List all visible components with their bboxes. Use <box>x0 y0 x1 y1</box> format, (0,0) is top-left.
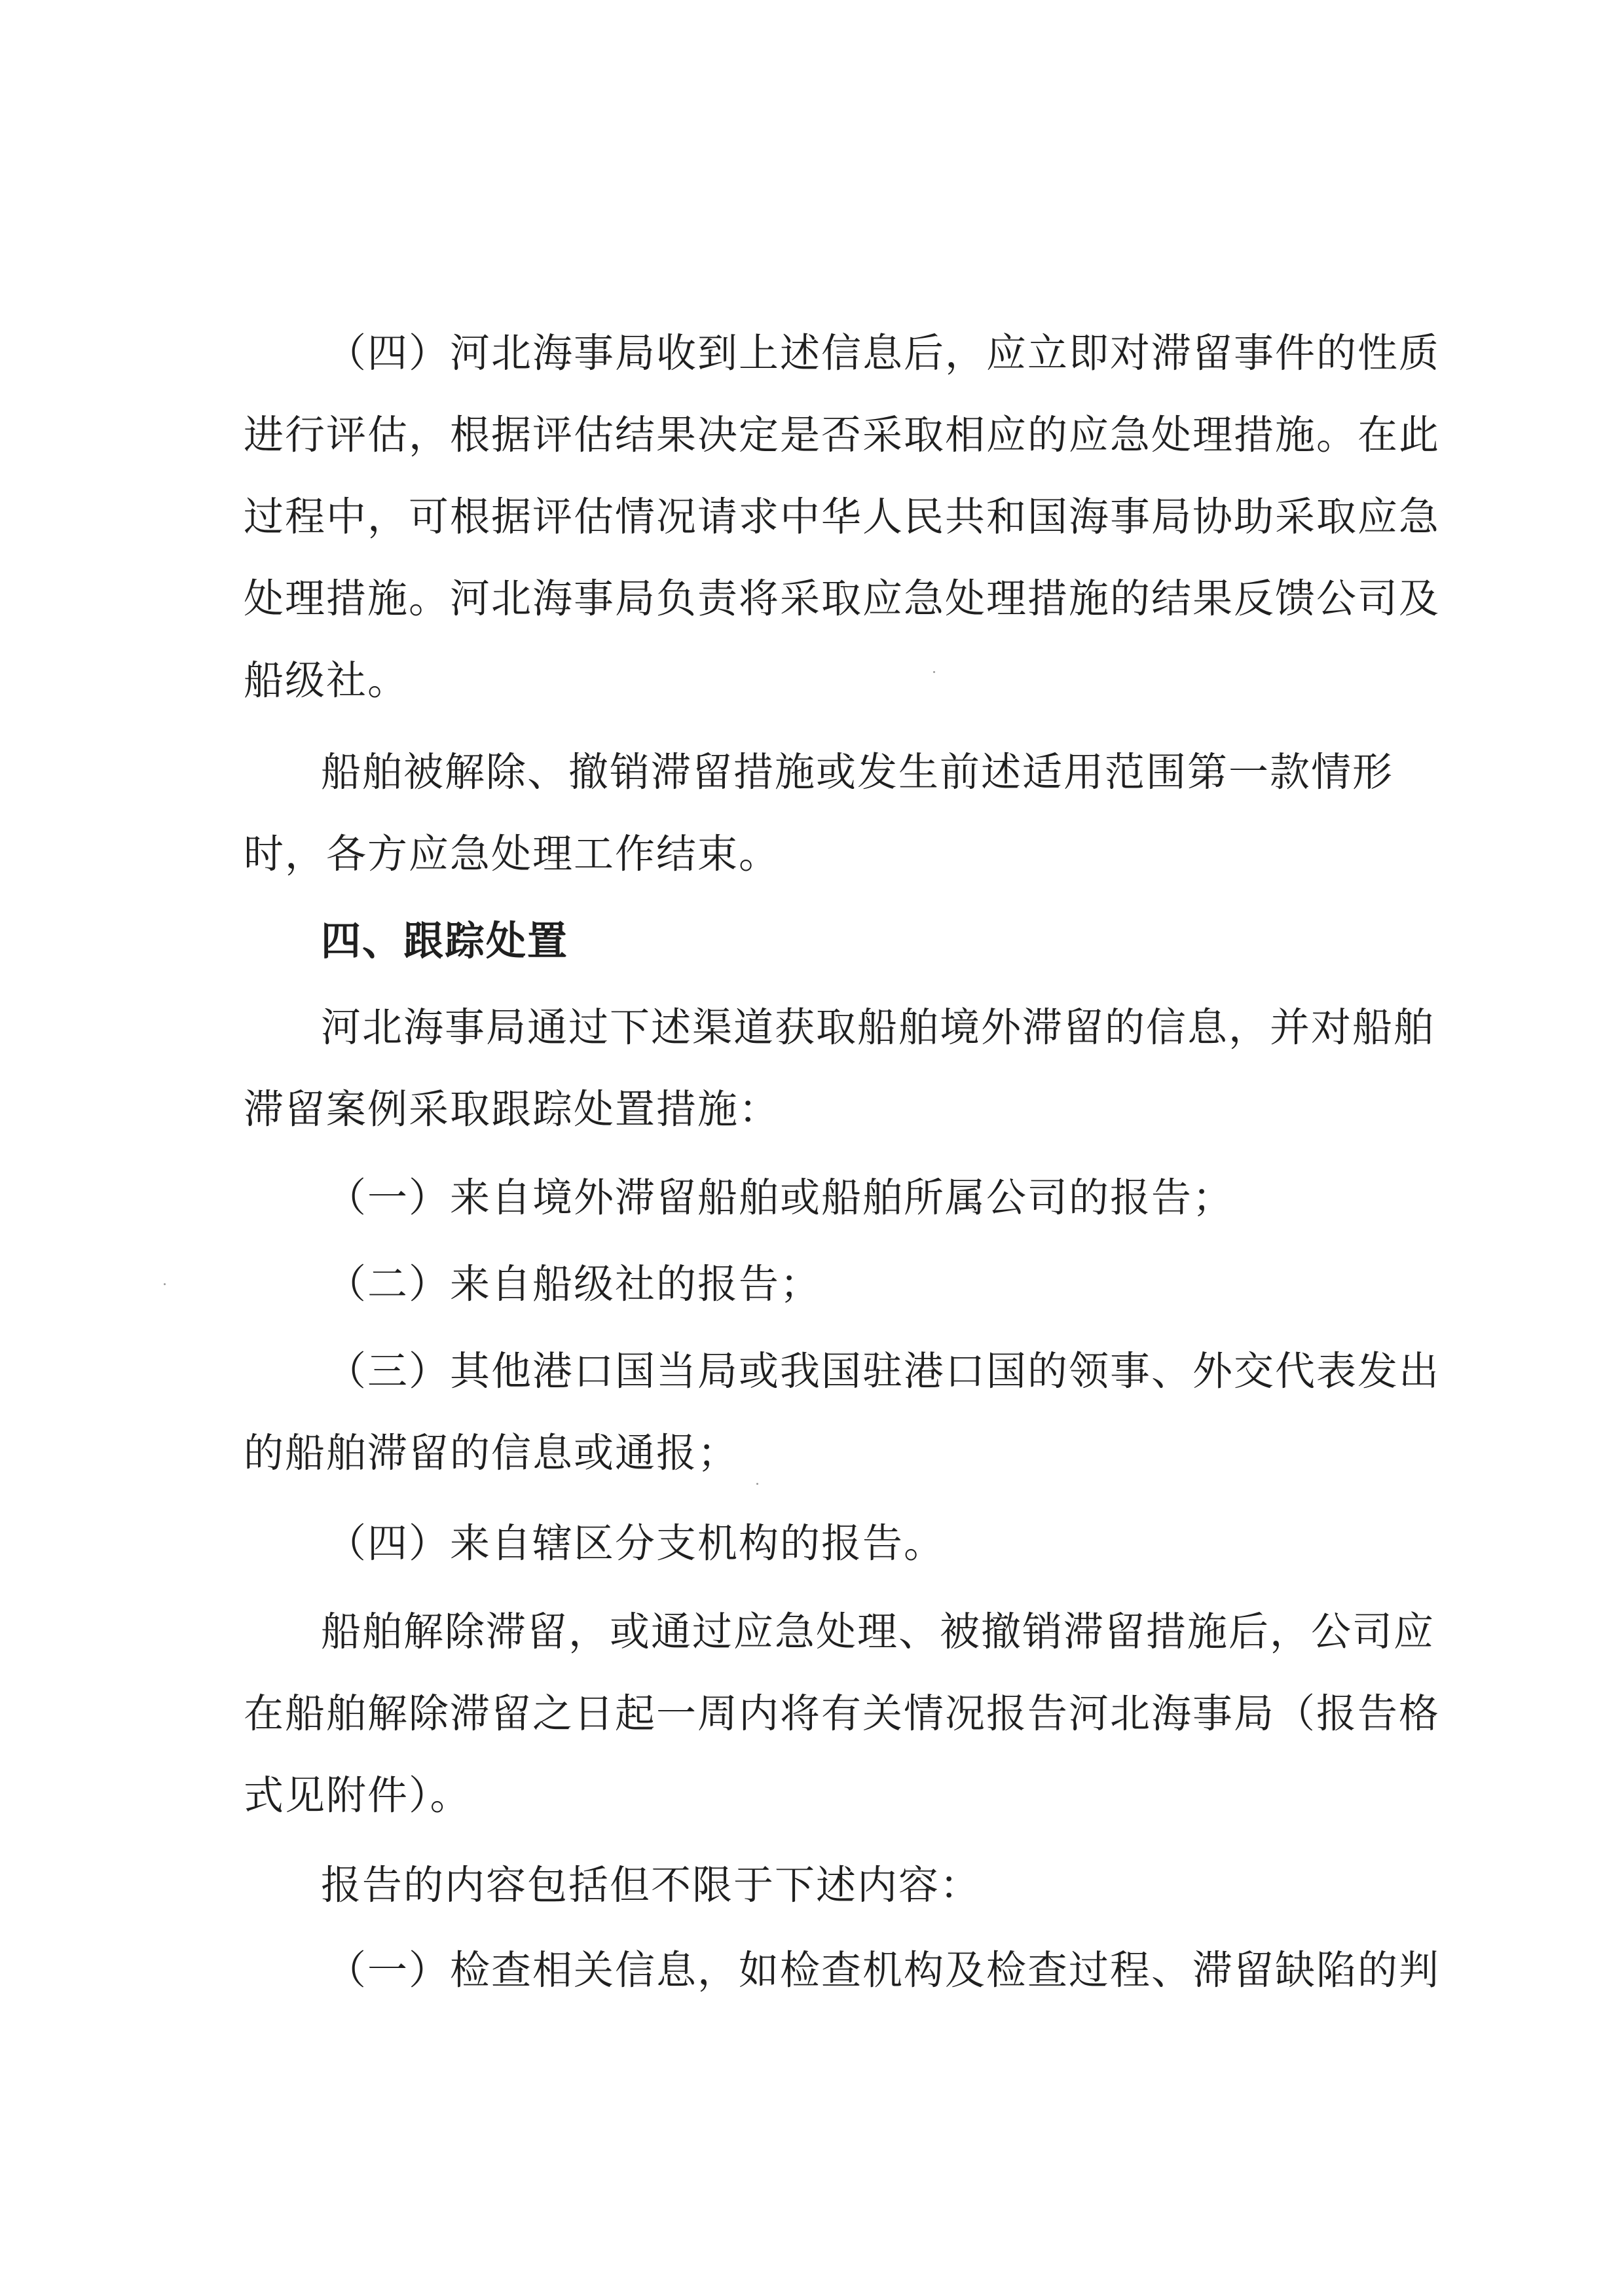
channels-paragraph-line-1: 河北海事局通过下述渠道获取船舶境外滞留的信息，并对船舶 <box>321 1004 1435 1051</box>
channels-paragraph-line-2: 滞留案例采取跟踪处置措施： <box>244 1086 781 1133</box>
section-heading: 四、跟踪处置 <box>321 918 569 964</box>
scan-speck <box>756 1483 758 1485</box>
scan-speck <box>933 671 935 673</box>
paragraph-4-line-4: 处理措施。河北海事局负责将采取应急处理措施的结果反馈公司及 <box>244 575 1441 622</box>
end-paragraph-line-1: 船舶被解除、撤销滞留措施或发生前述适用范围第一款情形 <box>321 749 1394 795</box>
report-paragraph-line-3: 式见附件）。 <box>244 1772 471 1819</box>
paragraph-4-line-1: （四）河北海事局收到上述信息后，应立即对滞留事件的性质 <box>326 330 1441 376</box>
channel-item-3-line-2: 的船舶滞留的信息或通报； <box>244 1430 739 1476</box>
channel-item-2: （二）来自船级社的报告； <box>326 1261 822 1307</box>
paragraph-4-line-3: 过程中，可根据评估情况请求中华人民共和国海事局协助采取应急 <box>244 494 1441 540</box>
content-paragraph: 报告的内容包括但不限于下述内容： <box>321 1862 982 1908</box>
content-item-1: （一）检查相关信息，如检查机构及检查过程、滞留缺陷的判 <box>326 1947 1441 1994</box>
paragraph-4-line-2: 进行评估，根据评估结果决定是否采取相应的应急处理措施。在此 <box>244 412 1441 458</box>
report-paragraph-line-1: 船舶解除滞留，或通过应急处理、被撤销滞留措施后，公司应 <box>321 1609 1435 1655</box>
channel-item-3-line-1: （三）其他港口国当局或我国驻港口国的领事、外交代表发出 <box>326 1348 1441 1394</box>
scan-speck <box>164 1283 166 1285</box>
channel-item-1: （一）来自境外滞留船舶或船舶所属公司的报告； <box>326 1175 1234 1221</box>
report-paragraph-line-2: 在船舶解除滞留之日起一周内将有关情况报告河北海事局（报告格 <box>244 1690 1441 1737</box>
channel-item-4: （四）来自辖区分支机构的报告。 <box>326 1520 946 1567</box>
end-paragraph-line-2: 时，各方应急处理工作结束。 <box>244 831 781 877</box>
paragraph-4-line-5: 船级社。 <box>244 657 409 704</box>
